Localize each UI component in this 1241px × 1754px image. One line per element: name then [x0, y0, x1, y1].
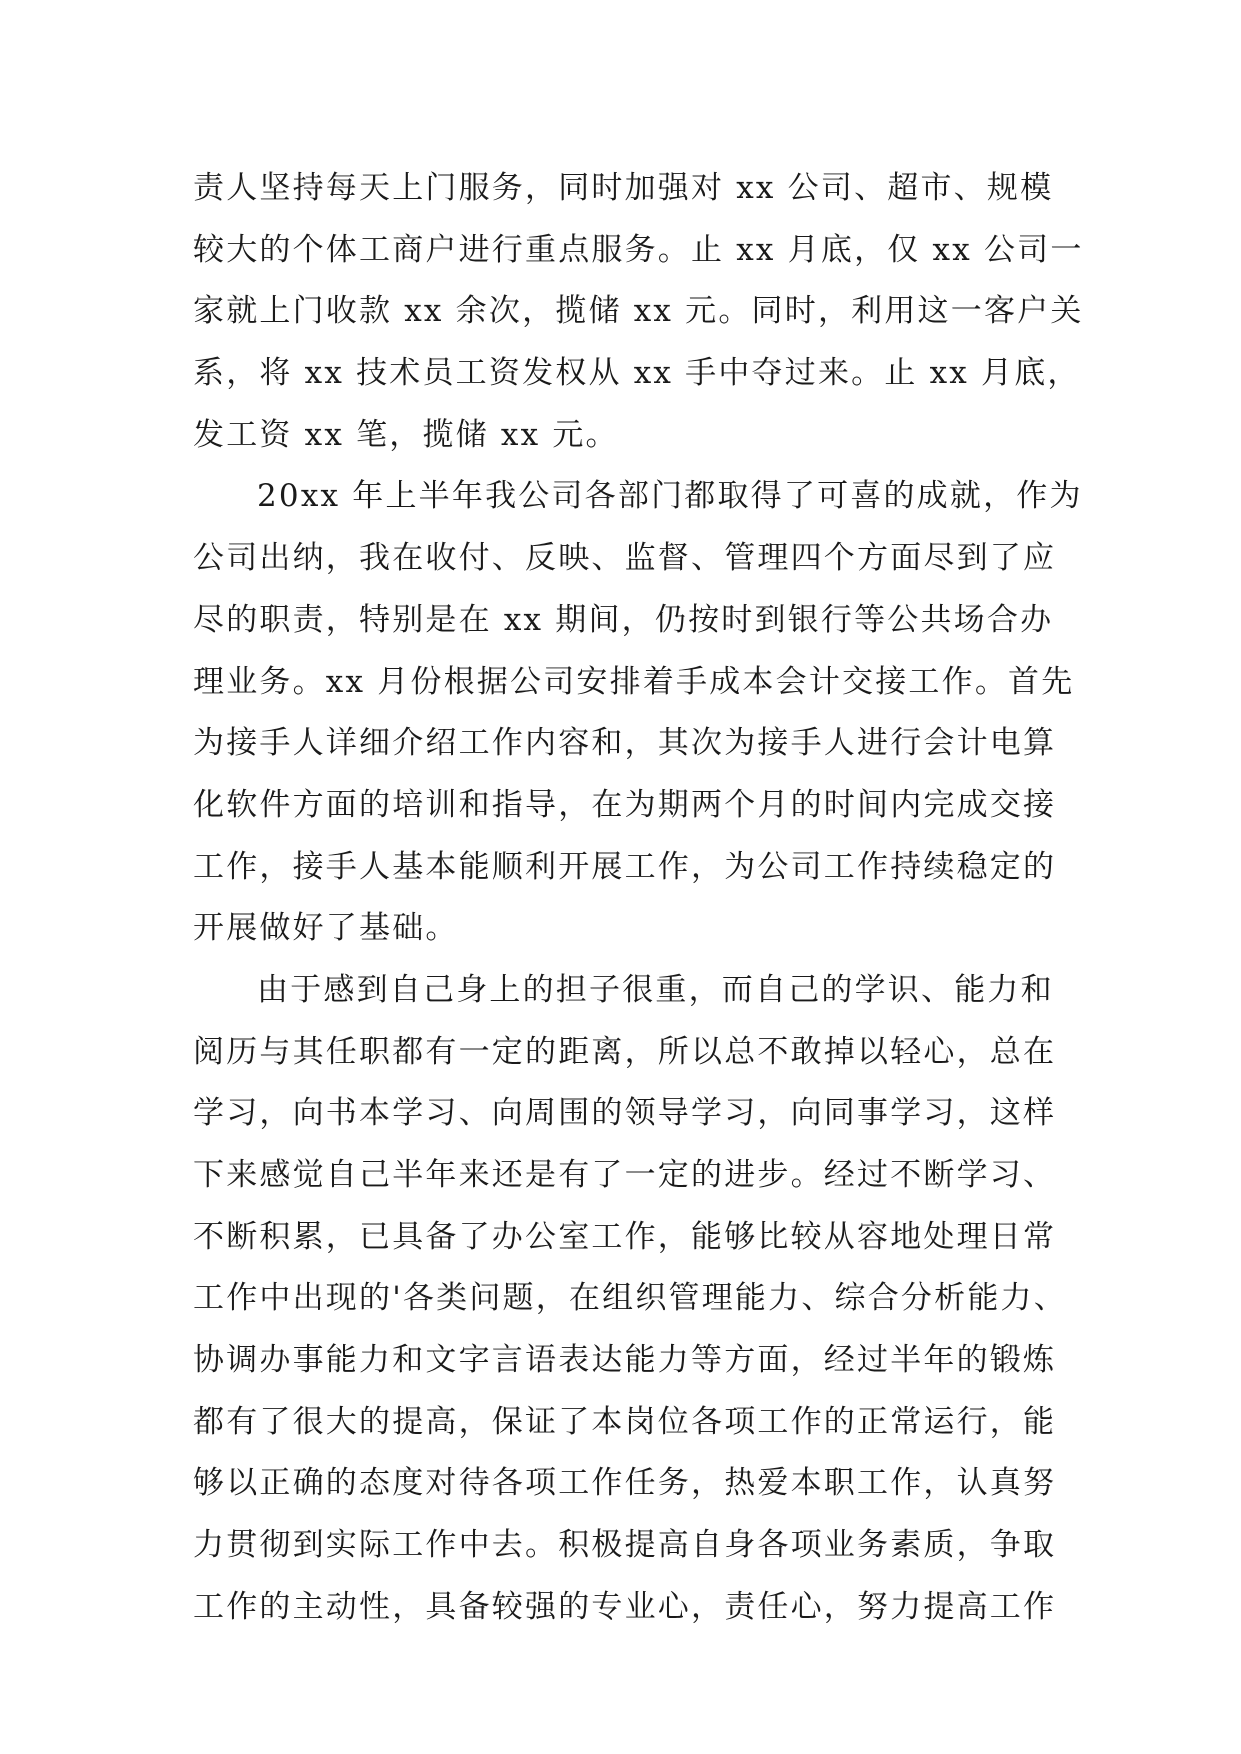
- text-line: 下来感觉自己半年来还是有了一定的进步。经过不断学习、: [193, 1157, 1057, 1193]
- text-line: 较大的个体工商户进行重点服务。止 xx 月底，仅 xx 公司一: [193, 231, 1084, 268]
- text-line: 力贯彻到实际工作中去。积极提高自身各项业务素质，争取: [193, 1527, 1057, 1564]
- body-text: [193, 158, 1084, 1639]
- text-line: 系，将 xx 技术员工资发权从 xx 手中夺过来。止 xx 月底，: [193, 355, 1081, 392]
- text-line: 开展做好了基础。: [193, 910, 459, 947]
- text-line: 阅历与其任职都有一定的距离，所以总不敢掉以轻心，总在: [193, 1033, 1057, 1070]
- text-line: 由于感到自己身上的担子很重，而自己的学识、能力和: [257, 971, 1054, 1008]
- text-line: 20xx 年上半年我公司各部门都取得了可喜的成就，作为: [257, 478, 1083, 515]
- text-line: 理业务。xx 月份根据公司安排着手成本会计交接工作。首先: [193, 663, 1075, 700]
- text-line: 为接手人详细介绍工作内容和，其次为接手人进行会计电算: [193, 725, 1057, 762]
- text-line: 协调办事能力和文字言语表达能力等方面，经过半年的锻炼: [193, 1342, 1057, 1379]
- text-line: 化软件方面的培训和指导，在为期两个月的时间内完成交接: [193, 786, 1057, 823]
- text-line: 不断积累，已具备了办公室工作，能够比较从容地处理日常: [193, 1218, 1057, 1255]
- text-line: 责人坚持每天上门服务，同时加强对 xx 公司、超市、规模: [193, 170, 1054, 206]
- text-line: 工作的主动性，具备较强的专业心，责任心，努力提高工作: [193, 1588, 1057, 1625]
- text-line: 发工资 xx 笔，揽储 xx 元。: [193, 416, 619, 453]
- text-line: 工作，接手人基本能顺利开展工作，为公司工作持续稳定的: [193, 848, 1057, 885]
- text-line: 都有了很大的提高，保证了本岗位各项工作的正常运行，能: [193, 1403, 1057, 1440]
- text-line: 公司出纳，我在收付、反映、监督、管理四个方面尽到了应: [193, 540, 1057, 577]
- text-line: 工作中出现的'各类问题，在组织管理能力、综合分析能力、: [193, 1280, 1067, 1317]
- text-line: 尽的职责，特别是在 xx 期间，仍按时到银行等公共场合办: [193, 601, 1054, 638]
- text-line: 够以正确的态度对待各项工作任务，热爱本职工作，认真努: [193, 1465, 1057, 1502]
- text-line: 学习，向书本学习、向周围的领导学习，向同事学习，这样: [193, 1095, 1057, 1132]
- text-line: 家就上门收款 xx 余次，揽储 xx 元。同时，利用这一客户关: [193, 293, 1084, 330]
